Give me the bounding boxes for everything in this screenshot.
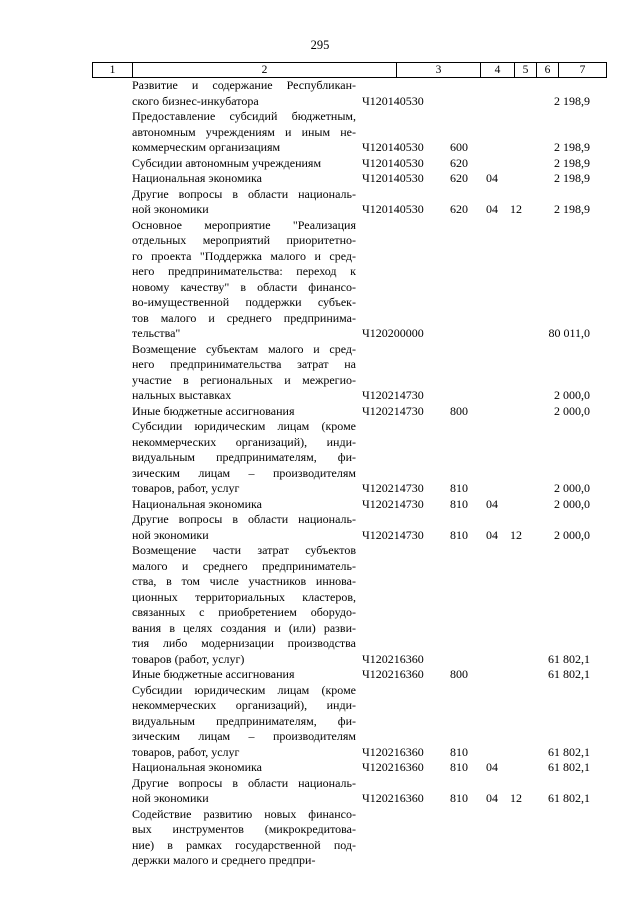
table-row: [92, 776, 607, 807]
row-rz: 04: [486, 171, 498, 185]
row-code: Ч120216360: [362, 760, 424, 774]
row-code: Ч120214730: [362, 496, 424, 511]
column-header-row: [92, 62, 607, 78]
row-vr: 800: [450, 667, 468, 681]
column-header-4: 4: [480, 63, 514, 77]
row-name-line: го проекта "Поддержка малого и сред-: [132, 248, 356, 263]
row-name-line: отдельных мероприятий приоритетно-: [132, 233, 356, 247]
page-number: 295: [310, 38, 330, 52]
row-pr: 12: [510, 527, 522, 542]
row-name: [132, 404, 356, 420]
row-code: Ч120214730: [362, 388, 424, 402]
row-name-line: Предоставление субсидий бюджетным,: [132, 109, 356, 123]
column-header-5: 5: [514, 63, 536, 77]
row-sum: 61 802,1: [548, 651, 590, 666]
row-name-line: некоммерческих организаций), инди-: [132, 434, 356, 449]
row-name-line: нальных выставках: [132, 388, 232, 402]
row-rz: 04: [486, 496, 498, 511]
row-sum: 61 802,1: [548, 667, 590, 681]
row-pr: 12: [510, 202, 522, 216]
row-name-line: Возмещение части затрат субъектов: [132, 543, 356, 557]
column-header-6: 6: [536, 63, 558, 77]
row-name-line: него предпринимательства: переход к: [132, 264, 356, 278]
row-sum: 2 000,0: [554, 481, 590, 495]
row-vr: 810: [450, 791, 468, 805]
row-vr: 810: [450, 760, 468, 774]
table-body: [92, 78, 607, 869]
row-name-line: связанных с приобретением оборудо-: [132, 605, 356, 619]
row-name: [132, 807, 356, 869]
row-name-line: Иные бюджетные ассигнования: [132, 403, 295, 418]
column-header-3: 3: [396, 63, 480, 77]
row-name-line: Содействие развитию новых финансо-: [132, 806, 356, 821]
table-row: [92, 78, 607, 109]
row-code: Ч120214730: [362, 481, 424, 495]
table-row: [92, 512, 607, 543]
row-name-line: Национальная экономика: [132, 171, 262, 185]
table-row: [92, 419, 607, 497]
row-name-line: некоммерческих организаций), инди-: [132, 698, 356, 712]
row-name: [132, 760, 356, 776]
row-sum: 61 802,1: [548, 791, 590, 805]
table-row: [92, 109, 607, 156]
row-name-line: ционных территориальных кластеров,: [132, 589, 356, 604]
row-sum: 2 000,0: [554, 388, 590, 402]
row-name-line: Другие вопросы в области националь-: [132, 775, 356, 790]
row-name-line: ства, в том числе участников иннова-: [132, 574, 356, 588]
row-name: [132, 667, 356, 683]
table-row: [92, 404, 607, 420]
table-row: [92, 807, 607, 869]
table-row: [92, 543, 607, 667]
row-name-line: новому качеству" в области финансо-: [132, 279, 356, 294]
row-name: [132, 78, 356, 109]
row-name-line: ной экономики: [132, 791, 209, 805]
row-name: [132, 156, 356, 172]
row-name: [132, 512, 356, 543]
row-name-line: малого и среднего предприниматель-: [132, 558, 356, 573]
row-sum: 2 198,9: [554, 155, 590, 170]
row-name-line: ной экономики: [132, 202, 209, 216]
table-row: [92, 218, 607, 342]
row-code: Ч120216360: [362, 791, 424, 805]
row-name-line: зическим лицам – производителям: [132, 729, 356, 743]
row-name-line: него предпринимательства затрат на: [132, 357, 356, 371]
table-row: [92, 760, 607, 776]
table-row: [92, 497, 607, 513]
row-name-line: товаров, работ, услуг: [132, 481, 240, 495]
row-name-line: Возмещение субъектам малого и сред-: [132, 341, 356, 356]
row-name-line: Иные бюджетные ассигнования: [132, 667, 295, 681]
row-vr: 810: [450, 496, 468, 511]
row-sum: 2 198,9: [554, 171, 590, 185]
row-name-line: зическим лицам – производителям: [132, 465, 356, 480]
table-row: [92, 156, 607, 172]
row-vr: 800: [450, 403, 468, 418]
column-header-1: 1: [92, 63, 132, 77]
row-vr: 620: [450, 155, 468, 170]
row-name: [132, 776, 356, 807]
row-name: [132, 171, 356, 187]
row-vr: 600: [450, 140, 468, 154]
row-pr: 12: [510, 791, 522, 805]
row-name-line: ние) в рамках государственной под-: [132, 837, 356, 852]
column-header-2: 2: [132, 63, 396, 77]
row-code: Ч120216360: [362, 651, 424, 666]
row-rz: 04: [486, 760, 498, 774]
row-name: [132, 109, 356, 156]
row-vr: 810: [450, 481, 468, 495]
row-vr: 620: [450, 171, 468, 185]
row-name-line: вания в целях создания и (или) разви-: [132, 620, 356, 635]
row-name: [132, 342, 356, 404]
table-row: [92, 667, 607, 683]
row-name-line: Национальная экономика: [132, 496, 262, 511]
row-name-line: во-имущественной поддержки субъек-: [132, 295, 356, 309]
row-code: Ч120140530: [362, 140, 424, 154]
row-code: Ч120140530: [362, 171, 424, 185]
row-name-line: видуальным предпринимателям, фи-: [132, 713, 356, 728]
row-name-line: Развитие и содержание Республикан-: [132, 78, 356, 92]
row-name-line: Другие вопросы в области националь-: [132, 186, 356, 201]
table-row: [92, 171, 607, 187]
row-code: Ч120140530: [362, 202, 424, 216]
row-name-line: товаров, работ, услуг: [132, 744, 240, 759]
row-name-line: ной экономики: [132, 527, 209, 542]
table-row: [92, 342, 607, 404]
row-name: [132, 683, 356, 761]
row-rz: 04: [486, 202, 498, 216]
row-name: [132, 543, 356, 667]
row-name-line: видуальным предпринимателям, фи-: [132, 450, 356, 464]
row-sum: 2 198,9: [554, 93, 590, 108]
row-code: Ч120140530: [362, 155, 424, 170]
row-code: Ч120216360: [362, 744, 424, 759]
row-name-line: Субсидии юридическим лицам (кроме: [132, 682, 356, 697]
row-name-line: вых инструментов (микрокредитова-: [132, 822, 356, 836]
row-code: Ч120214730: [362, 527, 424, 542]
row-name-line: коммерческим организациям: [132, 140, 281, 154]
row-sum: 2 000,0: [554, 403, 590, 418]
row-name-line: Субсидии юридическим лицам (кроме: [132, 419, 356, 433]
row-vr: 620: [450, 202, 468, 216]
row-name: [132, 419, 356, 497]
row-name: [132, 218, 356, 342]
row-sum: 61 802,1: [548, 744, 590, 759]
row-vr: 810: [450, 744, 468, 759]
table-row: [92, 187, 607, 218]
row-name-line: тельства": [132, 326, 181, 340]
row-rz: 04: [486, 527, 498, 542]
row-sum: 2 198,9: [554, 140, 590, 154]
row-name-line: Субсидии автономным учреждениям: [132, 155, 322, 170]
row-sum: 2 000,0: [554, 496, 590, 511]
row-name-line: ского бизнес-инкубатора: [132, 93, 259, 108]
row-sum: 61 802,1: [548, 760, 590, 774]
row-code: Ч120140530: [362, 93, 424, 108]
row-code: Ч120200000: [362, 326, 424, 340]
row-code: Ч120216360: [362, 667, 424, 681]
row-code: Ч120214730: [362, 403, 424, 418]
row-name-line: Национальная экономика: [132, 760, 262, 774]
row-name-line: автономным учреждениям и иным не-: [132, 124, 356, 139]
row-sum: 80 011,0: [548, 326, 590, 340]
row-sum: 2 000,0: [554, 527, 590, 542]
row-rz: 04: [486, 791, 498, 805]
row-name-line: товаров (работ, услуг): [132, 651, 245, 666]
budget-table: [92, 62, 607, 869]
row-name-line: участие в региональных и межрегио-: [132, 372, 356, 387]
column-header-7: 7: [558, 63, 607, 77]
row-vr: 810: [450, 527, 468, 542]
row-name: [132, 497, 356, 513]
row-name-line: держки малого и среднего предпри-: [132, 853, 316, 867]
row-name-line: Основное мероприятие "Реализация: [132, 217, 356, 232]
table-row: [92, 683, 607, 761]
row-name-line: тия либо модернизации производства: [132, 636, 356, 650]
row-sum: 2 198,9: [554, 202, 590, 216]
row-name: [132, 187, 356, 218]
row-name-line: тов малого и среднего предпринима-: [132, 310, 356, 325]
row-name-line: Другие вопросы в области националь-: [132, 512, 356, 526]
